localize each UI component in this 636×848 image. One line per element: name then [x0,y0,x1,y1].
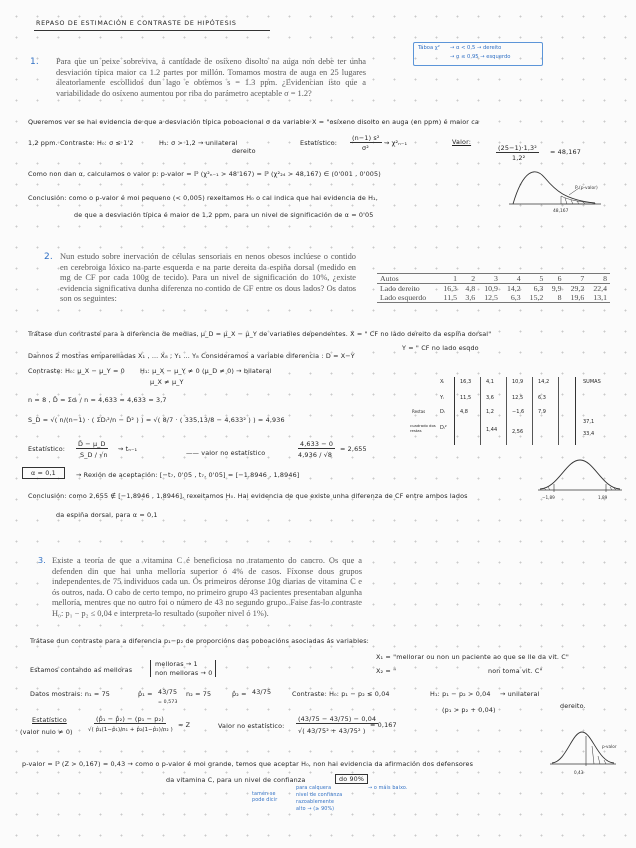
grid-label-d: Dᵢ [440,409,445,415]
sol2-stat-distribution: ⇝ tₙ₋₁ [118,445,138,453]
sol1-stat-distribution: ⇝ χ²ₙ₋₁ [384,139,408,147]
sol1-intro: Queremos ver se hai evidencia de que a desviación típica poboacional σ da variable X = "osíxeno disolto en auga (en ppm) é maior ca [28,118,479,126]
sol1-valor-numerator: (25−1)·1,3² [498,144,537,152]
sol3-data-n2: n₂ = 75 [186,690,212,698]
chi-square-note [413,42,543,66]
sol2-value-numerator: 4,633 − 0 [300,440,334,448]
hatch-1 [565,198,567,204]
sol3-p2-label: p̂₂ = [232,690,247,698]
problem-1-number: 1. [30,57,39,67]
sol2-samples: Dannos 2 mostras emparelladas X₁ , ... X₈ ; Y₁ ... Y₈ Consideramos a variable diferencia : D = X−Y [28,352,355,360]
grid-label-d2: Dᵢ² [440,425,447,431]
note-b-3: razoablemente [296,799,335,805]
sol3-null-note: (valor nulo ≠ 0) [20,728,73,736]
sol3-x2-def: X₂ = " [376,667,397,675]
sol2-h1: H₁: μ_X − μ_Y ≠ 0 (μ_D ≠ 0) → bilateral [140,367,272,375]
sol3-value-denominator: √( 43/75² + 43/75² ) [298,727,366,735]
note-line-1: → α < 0,5 → dereito [450,45,502,51]
grid-divider [506,377,507,445]
sol1-valor-result: = 48,167 [550,148,581,156]
table-cell: 22,4 [593,284,607,293]
grid-cell: 1,2 [486,409,494,415]
table-header-cell: Autos [377,274,437,284]
sol2-alpha-box: α = 0,1 [22,467,65,479]
grid-label-cuadrado: cuadrado dos restas [410,423,436,433]
sol2-h0: Contraste: H₀: μ_X − μ_Y = 0 [28,367,125,375]
page-title: REPASO DE ESTIMACIÓN E CONTRASTE DE HIPÓTESIS [36,20,237,27]
note-a-2: pode dicir [252,798,278,804]
sol1-stat-numerator: (n−1) s² [352,134,380,142]
grid-cell: 7,9 [538,409,546,415]
sol1-conclusion-2: de que a desviación típica é maior de 1,2 ppm, para un nivel de significación de α = 0'05 [74,211,374,219]
grid-label-y: Yᵢ [440,395,444,401]
sol3-p1-value: 43/75 [158,688,178,696]
sol2-value-label: —— valor no estatístico [186,449,266,457]
table-cell: 8 [546,293,564,303]
table-header-cell: 5 [524,274,547,284]
sol3-stat-denominator: √( p̂₁(1−p̂₁)/n₁ + p̂₂(1−p̂₂)/n₂ ) [88,727,173,733]
grid-cell: 16,3 [460,379,472,385]
sol3-value-result: = 0,167 [370,721,397,729]
sol3-h1: H₁: p₁ − p₂ > 0,04 [430,690,491,698]
table-header-row [377,274,610,284]
table-cell: 14,2 [506,284,521,293]
grid-divider [575,377,576,445]
graph-right-label: 1,89 [598,495,608,500]
sol3-conclusion-2: da vitamina C, para un nivel de confianza [166,776,306,784]
sol3-note-c: → o máis baixo. [368,786,408,791]
problem-1-statement: Para que un peixe sobreviva, a cantidade de osíxeno disolto na auga non debe ter unha desviación típica maior ca 1.2 partes por millón. Tomamos mostra de auga en 25 lugares aleatoriamente escollidos dun lago e obtemos s = 1.3 ppm. ¿Evidencian isto que a variabilidade do osíxeno aumentou por riba do parámetro aceptable σ = 1.2? [56,57,366,98]
sol3-stat-distribution: ≈ Z [178,721,191,729]
sol2-stat-label: Estatístico: [28,445,66,453]
hatch-3 [610,487,612,490]
sol1-statistic-label: Estatístico: [300,139,338,147]
graph-left-label: 0,43 [574,770,584,775]
sol1-pvalue: Como non dan α, calculamos o valor p: p-valor = ℙ (χ²ₙ₋₁ > 48'167) = ℙ (χ²₂₄ > 48,167) ∈ (0'001 , 0'005) [28,170,381,178]
sol3-value-label: Valor no estatístico: [218,722,285,730]
table-cell: 19,6 [565,293,588,303]
sol1-conclusion: Conclusión: como o p-valor é moi pequeno (< 0,005) rexeitamos H₀ o cal indica que hai evidencia de H₁, [28,194,378,202]
table-header-cell: 7 [565,274,588,284]
graph-curve [540,460,620,489]
hatch-2 [571,200,573,204]
grid-cell: 11,5 [460,395,472,401]
sol2-conclusion: Conclusión: como 2,655 ∉ [−1,8946 , 1,8946], rexeitamos H₀. Hai evidencia de que existe unha diferenza de CF entre ambos lados [28,492,468,500]
sol3-note-b [296,786,342,814]
sol3-encoding-2: non melloras → 0 [155,668,213,677]
grid-cell: 1,44 [486,427,498,433]
table-cell: 13,1 [587,293,610,303]
grid-cell: −1,6 [512,409,525,415]
graph-x-label: 48,167 [553,209,569,214]
sol2-sd: S_D = √( n/(n−1) · ( ΣDᵢ²/n − D̄² ) ) = √( 8/7 · ( 335,13/8 − 4,633² ) ) = 4,936 [28,416,285,424]
sol3-encoding [150,660,216,677]
sol2-conclusion-2: da espiña dorsal, para α = 0,1 [56,511,158,519]
grid-label-restas: Restas [412,409,426,414]
grid-cell: 4,8 [460,409,468,415]
table-cell: 11,5 [437,293,460,303]
hatch-2 [548,487,550,490]
table-row [377,293,610,303]
table-header-cell: 1 [437,274,460,284]
sol2-stat-denominator: S_D / √n [80,451,108,459]
sol2-intro: Trátase dun contraste para a diferencia de medias, μ_D = μ_X − μ_Y de variables dependentes. X = " CF no lado dereito da espiña dorsal" [28,330,492,338]
sol3-note-a [252,792,277,805]
sol3-unilateral: → unilateral [500,690,540,698]
table-cell: 29,2 [570,284,585,293]
sol3-value-numerator: (43/75 − 43/75) − 0,04 [298,715,377,723]
table-header-cell: 6 [546,274,564,284]
table-header-cell: 3 [478,274,501,284]
problem-3-statement: Existe a teoría de que a vitamina C é beneficiosa no tratamento do cancro. Os que a defenden din que hai unha melloría superior ó 4% de casos. Fíxonse dous grupos independentes de 75 individuos cada un. Ós primeiros déronse 10g diarias de vitamina C e ós outros, nada. O cabo de certo tempo, no primeiro grupo 43 pacientes presentaban algunha melloría, mentres que no outro foi o número de 43 no segundo grupo. Faise fas-lo contraste H₀: p₁ − p₂ ≤ 0,04 e interpreta-lo resultado (supoñer nivel ó 1%). [52,556,363,618]
sol2-h1-alt: μ_X ≠ μ_Y [150,378,184,386]
table-header-cell: 8 [587,274,610,284]
sol3-dereito: dereito. [560,702,586,710]
problem-2-statement: Nun estudo sobre inervación de células sensoriais en nenos obesos inclúese o contido en cerebroiga lóxico na parte esquerda e na parte dereita da espiña dorsal (medido en mg de CF por cada 100g de tecido). Para un nivel de significación do 10%, ¿existe evidencia significativa dunha diferenza no contido de CF entre os dous lados? Os datos son os seguintes: [60,252,356,303]
table-cell: 15,2 [524,293,547,303]
grid-cell: 10,9 [512,379,524,385]
grid-cell: 2,56 [512,429,524,435]
grid-cell: 4,1 [486,379,494,385]
sol2-stat-numerator: D̄ − μ_D [78,440,106,448]
sol3-p1-label: p̂₁ = [138,690,153,698]
grid-sumas: SUMAS [583,379,601,385]
sol3-stat-numerator: (p̂₁ − p̂₂) − (p₁ − p₂) [96,715,164,723]
table-row [377,284,610,294]
table-cell: Lado esquerdo [377,293,437,303]
title-underline [34,30,270,31]
graph-right-label: p-valor [602,744,617,749]
sol3-p1-decimal: = 0,573 [158,700,178,705]
sol3-encoding-1: melloras → 1 [155,660,198,668]
note-a-1: tamén se [252,792,276,797]
sol1-stat-denominator: σ² [362,144,369,152]
table-cell: 12,5 [478,293,501,303]
table-cell: 9,9 [551,284,562,293]
sol3-p2-value: 43/75 [252,688,272,696]
note-head: Táboa χ² [418,45,440,51]
problem-2-number: 2. [44,252,53,262]
sol1-valor-denominator: 1,2² [512,154,526,162]
grid-sum-2: 33,4 [583,431,595,437]
grid-sum-1: 37,1 [583,419,595,425]
note-b-1: para calquera [296,786,332,791]
sol1-dereito: dereito [232,147,256,155]
sol2-mean: n = 8 , D̄ = Σdᵢ / n = 4,633 ≈ 4,633 = 3,7 [28,396,167,404]
sol3-confidence-box: do 90% [335,774,368,784]
table-header-cell: 2 [460,274,478,284]
sol3-intro: Trátase dun contraste para a diferencia p₁−p₂ de proporcións das poboacións asociadas ás variables: [30,637,369,645]
table-cell: 3,6 [460,293,478,303]
grid-label-x: Xᵢ [440,379,445,385]
sol2-y-def: Y = " CF no lado esqdo [402,344,479,352]
sol3-x1-def: X₁ = "mellorar ou non un paciente ao que se lle da vit. C" [376,653,569,661]
table-cell: Lado dereito [380,284,420,293]
sol1-h1: H₁: σ > 1,2 → unilateral [159,139,238,147]
sol1-valor-label: Valor: [452,138,472,146]
problem-3-number: 3. [38,556,46,565]
table-cell: 16,3 [443,284,457,293]
table-cell: 10,9 [484,284,498,293]
sol3-pvalue: p-valor = ℙ (Z > 0,167) = 0,43 → como o p-valor é moi grande, temos que aceptar H₀, non hai evidencia da afirmación dos defensores [22,760,474,768]
grid-cell: 3,6 [486,395,494,401]
note-line-2: → α ≤ 0,95 → esquerdo [450,54,511,60]
sol3-counting: Estamos contando as melloras [30,666,133,674]
grid-divider [480,377,481,445]
table-header-cell: 4 [501,274,524,284]
grid-cell: 6,3 [538,395,546,401]
chi-square-graph [505,160,605,218]
note-b-4: alto → (≥ 90%) [296,806,335,812]
grid-divider [454,377,455,445]
grid-divider [558,377,559,445]
sol3-h1-alt: (p₁ > p₂ + 0,04) [442,706,496,714]
differences-grid [410,377,620,445]
sol2-value-denominator: 4,936 / √8 [298,451,333,459]
grid-cell: 12,5 [512,395,524,401]
data-table [377,273,610,303]
t-distribution-graph [532,452,626,512]
sol2-value-result: = 2,655 [340,445,367,453]
z-distribution-graph [546,722,620,778]
sol3-h0: Contraste: H₀: p₁ − p₂ ≤ 0,04 [292,690,390,698]
sol1-h0: 1,2 ppm. Contraste: H₀: σ ≤ 1'2 [28,139,134,147]
sol2-acceptance-region: → Rexión de aceptación: [−t₇, 0'05 , t₇, 0'05] = [−1,8946 , 1,8946] [76,471,300,479]
sol3-data-n1: Datos mostrais: n₁ = 75 [30,690,111,698]
graph-p-label: P (p-valor) [575,186,598,191]
hatch-1 [592,746,594,764]
grid-divider [532,377,533,445]
graph-left-label: −1,89 [542,495,555,500]
note-b-2: nivel de confianza [296,792,343,798]
grid-cell: 14,2 [538,379,550,385]
hatch-2 [598,756,600,764]
hatch-3 [604,760,606,764]
sol3-x2-def-end: non toma vit. C" [488,667,543,675]
table-cell: 6,3 [501,293,524,303]
table-cell: 4,8 [465,284,476,293]
sol3-stat-label: Estatístico [32,716,67,724]
table-cell: 6,3 [533,284,544,293]
